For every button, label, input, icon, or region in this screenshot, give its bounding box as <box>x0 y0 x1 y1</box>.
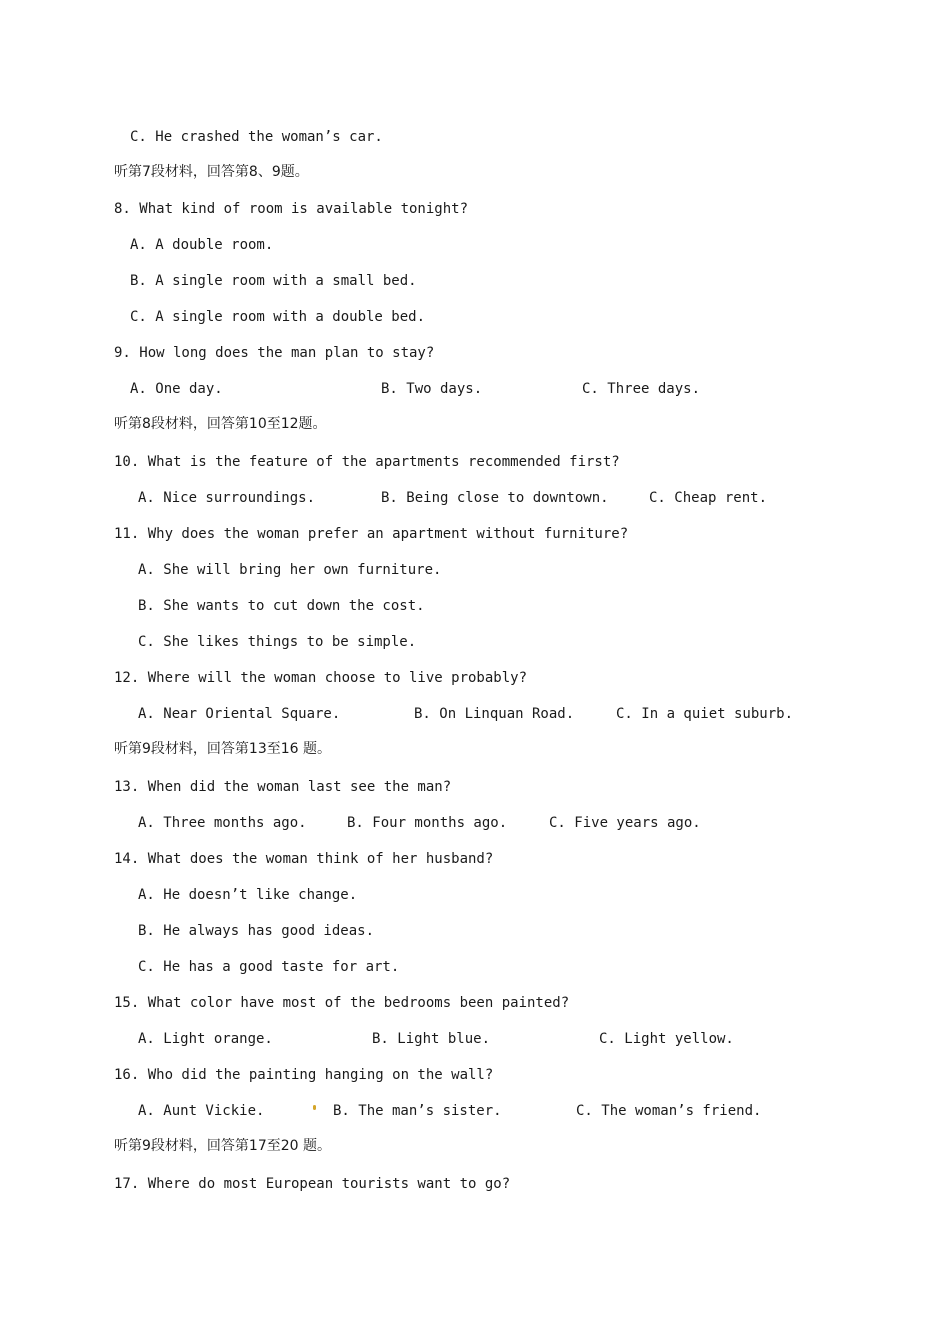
q9-option-c: C. Three days. <box>582 381 701 397</box>
question-14: 14. What does the woman think of her husband? <box>114 851 494 867</box>
q13-option-c: C. Five years ago. <box>549 815 701 831</box>
q16-option-b: B. The man’s sister. <box>333 1103 502 1119</box>
question-10: 10. What is the feature of the apartments recommended first? <box>114 454 620 470</box>
q8-option-b: B. A single room with a small bed. <box>130 273 417 289</box>
q16-option-a: A. Aunt Vickie. <box>138 1103 265 1119</box>
question-9: 9. How long does the man plan to stay? <box>114 345 435 361</box>
q13-option-b: B. Four months ago. <box>347 815 508 831</box>
section-9-instruction-a: 听第9段材料，回答第13至16 题。 <box>114 741 331 757</box>
q9-option-b: B. Two days. <box>381 381 483 397</box>
q12-option-b: B. On Linquan Road. <box>414 706 575 722</box>
question-11: 11. Why does the woman prefer an apartment without furniture? <box>114 526 629 542</box>
question-12: 12. Where will the woman choose to live probably? <box>114 670 528 686</box>
q7-option-c: C. He crashed the woman’s car. <box>130 129 383 145</box>
q9-option-a: A. One day. <box>130 381 223 397</box>
section-8-instruction: 听第8段材料，回答第10至12题。 <box>114 416 327 432</box>
q12-option-a: A. Near Oriental Square. <box>138 706 341 722</box>
question-16: 16. Who did the painting hanging on the wall? <box>114 1067 494 1083</box>
stray-mark <box>313 1105 316 1110</box>
question-8: 8. What kind of room is available tonight? <box>114 201 469 217</box>
q11-option-c: C. She likes things to be simple. <box>138 634 417 650</box>
q15-option-a: A. Light orange. <box>138 1031 273 1047</box>
q15-option-b: B. Light blue. <box>372 1031 491 1047</box>
q16-option-c: C. The woman’s friend. <box>576 1103 762 1119</box>
q8-option-a: A. A double room. <box>130 237 274 253</box>
q14-option-a: A. He doesn’t like change. <box>138 887 358 903</box>
question-17: 17. Where do most European tourists want to go? <box>114 1176 511 1192</box>
question-15: 15. What color have most of the bedrooms been painted? <box>114 995 570 1011</box>
question-13: 13. When did the woman last see the man? <box>114 779 452 795</box>
q10-option-a: A. Nice surroundings. <box>138 490 316 506</box>
section-7-instruction: 听第7段材料，回答第8、9题。 <box>114 164 309 180</box>
q10-option-b: B. Being close to downtown. <box>381 490 609 506</box>
q13-option-a: A. Three months ago. <box>138 815 307 831</box>
q11-option-a: A. She will bring her own furniture. <box>138 562 442 578</box>
q14-option-c: C. He has a good taste for art. <box>138 959 400 975</box>
q15-option-c: C. Light yellow. <box>599 1031 734 1047</box>
q12-option-c: C. In a quiet suburb. <box>616 706 794 722</box>
q8-option-c: C. A single room with a double bed. <box>130 309 426 325</box>
q14-option-b: B. He always has good ideas. <box>138 923 375 939</box>
q10-option-c: C. Cheap rent. <box>649 490 768 506</box>
q11-option-b: B. She wants to cut down the cost. <box>138 598 425 614</box>
section-9-instruction-b: 听第9段材料，回答第17至20 题。 <box>114 1138 331 1154</box>
